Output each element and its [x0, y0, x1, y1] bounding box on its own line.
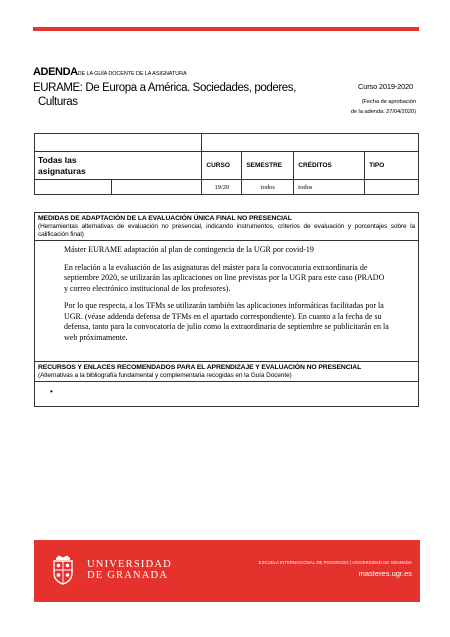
addenda-heading [33, 66, 419, 81]
value-tipo [365, 180, 419, 195]
table-cell [111, 180, 202, 195]
paragraph: Por lo que respecta, a los TFMs se utilizarán también las aplicaciones informáticas facilitadas por la UGR. (véase addenda defensa de TFMs en el apartado correspondiente). En cuanto a la fecha de su defensa, tanto para la convocatoria de julio como la extraordinaria de septiembre se publicitarán en la web próximamente. [64, 301, 389, 342]
university-name-line2: DE GRANADA [87, 570, 169, 581]
table-cell [35, 134, 202, 152]
resources-section-header [35, 362, 418, 382]
university-name [87, 559, 172, 581]
document-header [33, 66, 419, 115]
evaluation-section-title: MEDIDAS DE ADAPTACIÓN DE LA EVALUACIÓN ÚNICA FINAL NO PRESENCIAL [38, 215, 292, 222]
resources-list [35, 382, 418, 396]
asignatura-cell: Todas las asignaturas [35, 152, 112, 180]
approval-date-line1: (Fecha de aprobación [361, 99, 416, 105]
course-info-table [34, 133, 419, 195]
resources-section [34, 361, 419, 407]
university-crest-icon [50, 554, 76, 586]
paragraph: Máster EURAME adaptación al plan de contingencia de la UGR por covid-19 [64, 245, 314, 254]
resources-section-title: RECURSOS Y ENLACES RECOMENDADOS PARA EL APRENDIZAJE Y EVALUACIÓN NO PRESENCIAL [38, 364, 362, 371]
academic-year: Curso 2019-2020 [358, 82, 413, 91]
table-cell [35, 180, 112, 195]
resources-section-subtitle: (Alternativas a la bibliografía fundamental y complementaria recogidas en la Guía Docente) [38, 372, 292, 379]
footer-banner [34, 540, 420, 602]
evaluation-section-subtitle: (Herramientas alternativas de evaluación no presencial, indicando instrumentos, criterios de evaluación y porcentajes sobre la calificación final) [38, 223, 415, 238]
approval-date-line2: de la adenda: 27/04/2020) [350, 109, 416, 115]
course-title [33, 81, 313, 109]
value-curso: 19/20 [202, 180, 242, 195]
table-row [35, 152, 419, 180]
table-cell [202, 134, 419, 152]
university-name-line1: UNIVERSIDAD [87, 559, 172, 570]
course-title-line2: Culturas [38, 96, 78, 108]
table-cell [111, 152, 202, 180]
bullet-point: • [50, 387, 53, 396]
header-creditos: CRÉDITOS [294, 152, 365, 180]
header-tipo: TIPO [365, 152, 419, 180]
addenda-sublabel: DE LA GUÍA DOCENTE DE LA ASIGNATURA [77, 71, 187, 77]
masteres-link[interactable]: masteres.ugr.es [358, 569, 412, 578]
school-name: ESCUELA INTERNACIONAL DE POSGRADO | UNIVERSIDAD DE GRANADA [258, 560, 412, 565]
header-semestre: SEMESTRE [242, 152, 294, 180]
addenda-label: ADENDA [33, 66, 78, 78]
approval-date [351, 97, 416, 117]
paragraph: En relación a la evaluación de las asignaturas del máster para la convocatoria extraordinaria de septiembre 2020, se utilizarán las aplicaciones on line previstas por la UGR para este caso (PRADO y correo electrónico institucional de los profesores). [64, 262, 385, 293]
evaluation-section [34, 212, 419, 362]
value-semestre: todos [242, 180, 294, 195]
table-row [35, 134, 419, 152]
course-title-line1: EURAME: De Europa a América. Sociedades, poderes, [33, 82, 296, 94]
table-row [35, 180, 419, 195]
evaluation-section-body [35, 241, 418, 343]
value-creditos: todos [294, 180, 365, 195]
header-curso: CURSO [202, 152, 242, 180]
top-accent-bar [33, 27, 419, 31]
evaluation-section-header [35, 213, 418, 241]
